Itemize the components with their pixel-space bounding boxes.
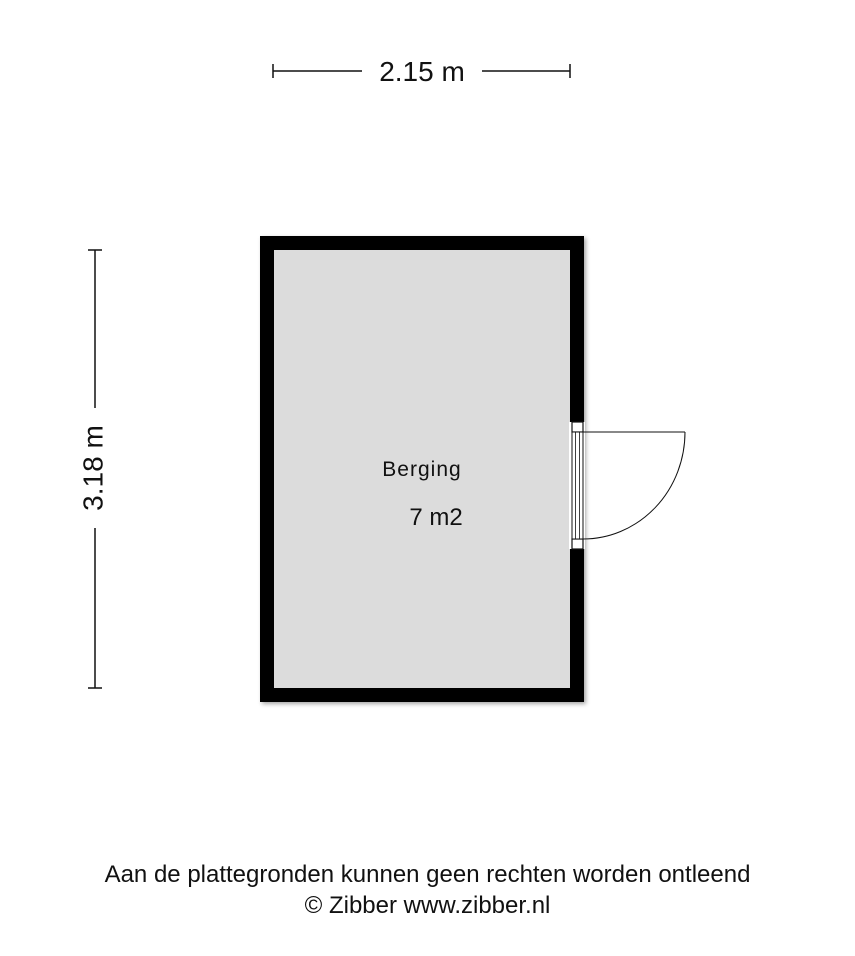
copyright-text: © Zibber www.zibber.nl [304,892,551,919]
door-swing-arc [583,432,685,539]
door [572,422,685,549]
width-dimension [273,56,570,87]
height-label: 3.18 m [77,425,109,511]
height-dimension [77,250,108,688]
width-label: 2.15 m [379,56,465,87]
room-area: 7 m2 [409,504,463,531]
disclaimer-text: Aan de plattegronden kunnen geen rechten worden ontleend [104,861,751,888]
room-name: Berging [382,458,462,481]
